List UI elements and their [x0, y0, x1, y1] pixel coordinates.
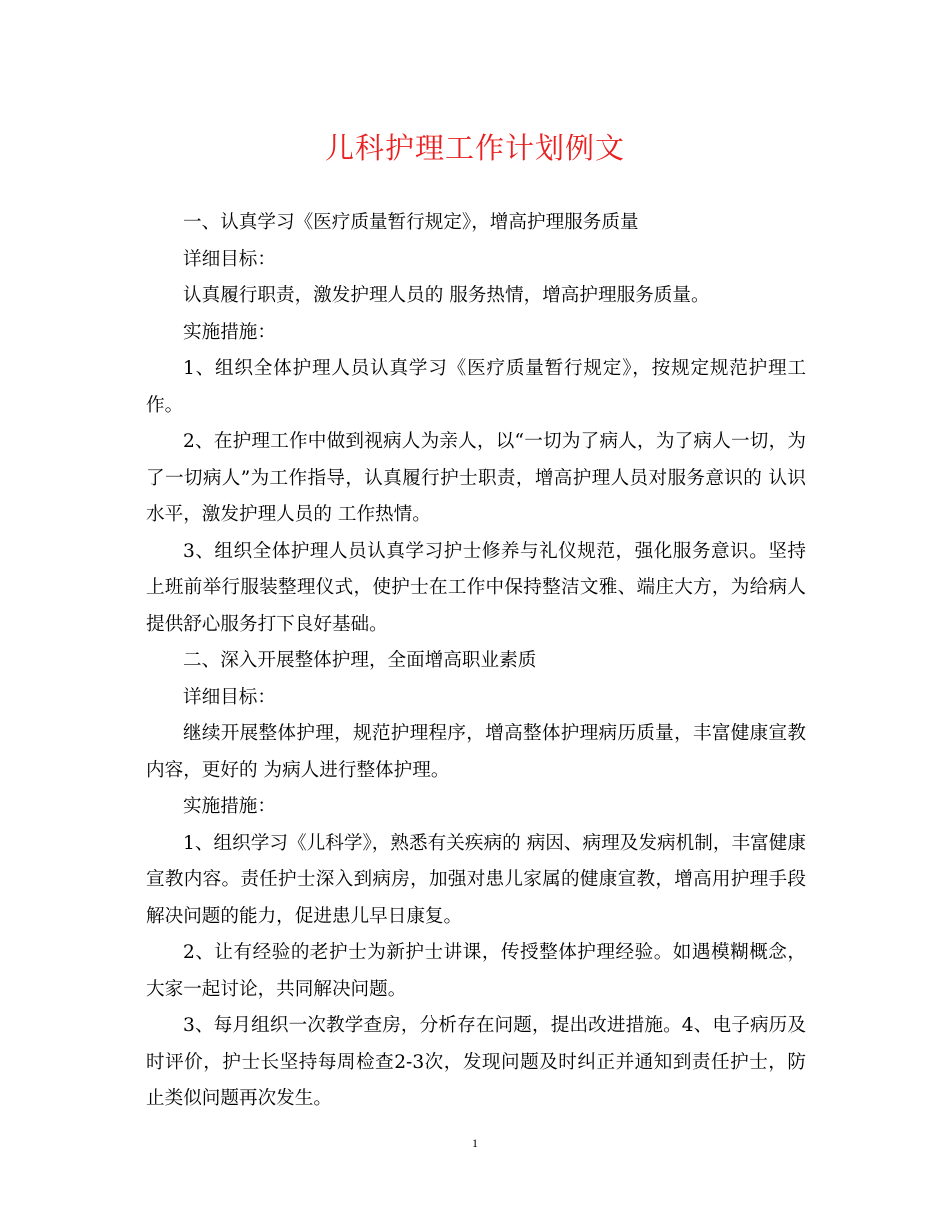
- page-number: 1: [472, 1136, 478, 1150]
- paragraph: 继续开展整体护理，规范护理程序，增高整体护理病历质量，丰富健康宣教内容，更好的 为病人进行整体护理。: [146, 723, 806, 781]
- subheading: 实施措施：: [183, 796, 276, 817]
- paragraph: 3、每月组织一次教学查房，分析存在问题，提出改进措施。4、电子病历及时评价，护士长坚持每周检查2-3次，发现问题及时纠正并通知到责任护士，防止类似问题再次发生。: [146, 1015, 806, 1109]
- subheading: 实施措施：: [183, 321, 276, 343]
- subheading: 详细目标：: [183, 686, 276, 708]
- paragraph: 2、在护理工作中做到视病人为亲人，以“一切为了病人，为了病人一切，为了一切病人”为工作指导，认真履行护士职责，增高护理人员对服务意识的 认识水平，激发护理人员的 工作热情。: [146, 431, 806, 525]
- document-body: [146, 205, 806, 1118]
- paragraph: 1、组织全体护理人员认真学习《医疗质量暂行规定》，按规定规范护理工作。: [146, 358, 806, 416]
- paragraph: 2、让有经验的老护士为新护士讲课，传授整体护理经验。如遇模糊概念，大家一起讨论，共同解决问题。: [146, 942, 806, 1000]
- section-heading: 二、深入开展整体护理，全面增高职业素质: [183, 650, 537, 671]
- paragraph: 3、组织全体护理人员认真学习护士修养与礼仪规范，强化服务意识。坚持上班前举行服装整理仪式，使护士在工作中保持整洁文雅、端庄大方，为给病人提供舒心服务打下良好基础。: [146, 540, 806, 635]
- subheading: 详细目标：: [183, 248, 276, 270]
- document-title: 儿科护理工作计划例文: [324, 131, 625, 165]
- paragraph: 认真履行职责，激发护理人员的 服务热情，增高护理服务质量。: [183, 285, 710, 306]
- section-heading: 一、认真学习《医疗质量暂行规定》，增高护理服务质量: [183, 212, 639, 233]
- paragraph: 1、组织学习《儿科学》，熟悉有关疾病的 病因、病理及发病机制，丰富健康宣教内容。责任护士深入到病房，加强对患儿家属的健康宣教，增高用护理手段解决问题的能力，促进患儿早日康复。: [146, 832, 806, 927]
